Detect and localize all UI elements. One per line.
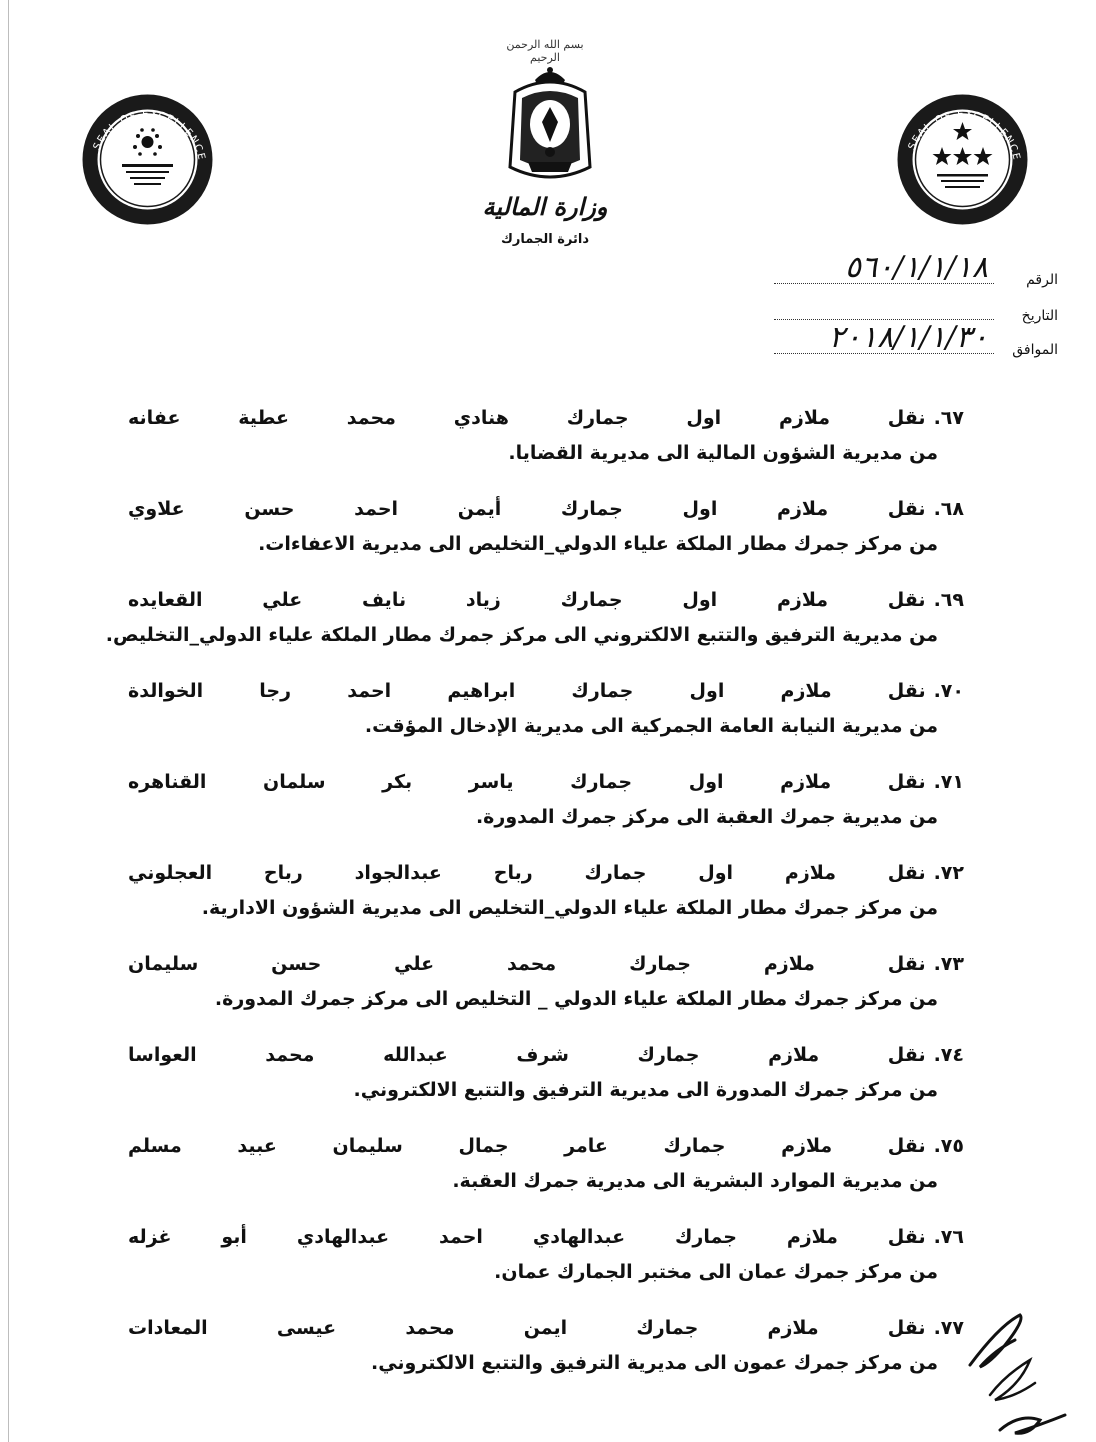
- entry-number: ٧٢.: [933, 862, 964, 884]
- handwritten-signature: [960, 1305, 1080, 1442]
- list-item: [128, 1035, 964, 1126]
- list-item: [105, 580, 964, 671]
- reference-number-field: [774, 250, 994, 285]
- hijri-date-label: الموافق: [1012, 342, 1058, 358]
- entry-transfer-line: نقل ملازم اول جمارك ابراهيم احمد رجا الخوالدة: [128, 680, 926, 702]
- list-item: [128, 398, 964, 489]
- entry-transfer-line: نقل ملازم جمارك ايمن محمد عيسى المعادات: [128, 1317, 926, 1339]
- reference-number-value: ٥٦٠/١/١/١٨: [844, 250, 988, 285]
- entry-transfer-line: نقل ملازم جمارك عبدالهادي احمد عبدالهادي أبو غزله: [128, 1226, 926, 1248]
- hijri-date-row: [774, 320, 1058, 360]
- entry-transfer-line: نقل ملازم اول جمارك ياسر بكر سلمان القناهره: [128, 771, 926, 793]
- entry-transfer-line: نقل ملازم اول جمارك زياد نايف علي القعايده: [128, 589, 926, 611]
- entry-route-line: من مديرية الترفيق والتتبع الالكتروني الى مركز جمرك مطار الملكة علياء الدولي_التخليص.: [105, 624, 938, 646]
- left-seal-text: SEAL OF EXCELLENCE: [91, 109, 207, 163]
- reference-number-label: الرقم: [1026, 272, 1058, 288]
- hijri-date-field: [774, 320, 994, 355]
- entry-route-line: من مديرية النيابة العامة الجمركية الى مديرية الإدخال المؤقت.: [364, 715, 938, 737]
- entry-route-line: من مركز جمرك عمان الى مختبر الجمارك عمان.: [494, 1261, 938, 1283]
- entry-number: ٧٥.: [933, 1135, 964, 1157]
- jordan-coat-of-arms-emblem: [500, 62, 600, 192]
- date-field: [774, 295, 994, 320]
- list-item: [128, 853, 964, 944]
- transfer-entries-list: [105, 398, 964, 1399]
- entry-route-line: من مديرية الشؤون المالية الى مديرية القضايا.: [508, 442, 938, 464]
- left-seal-stamp: [80, 92, 215, 227]
- reference-number-row: [774, 250, 1058, 290]
- entry-transfer-line: نقل ملازم اول جمارك أيمن احمد حسن علاوي: [128, 498, 926, 520]
- entry-number: ٦٧.: [933, 407, 964, 429]
- entry-route-line: من مركز جمرك مطار الملكة علياء الدولي_التخليص الى مديرية الشؤون الادارية.: [201, 897, 938, 919]
- entry-transfer-line: نقل ملازم جمارك محمد علي حسن سليمان: [128, 953, 926, 975]
- entry-number: ٦٩.: [933, 589, 964, 611]
- entry-number: ٧٦.: [933, 1226, 964, 1248]
- entry-number: ٧٤.: [933, 1044, 964, 1066]
- entry-number: ٧٠.: [933, 680, 964, 702]
- right-seal-text: SEAL OF EXCELLENCE: [906, 109, 1022, 163]
- entry-number: ٧٧.: [933, 1317, 964, 1339]
- department-name: دائرة الجمارك: [501, 232, 589, 247]
- hijri-date-value: ٢٠١٨/١/١/٣٠: [828, 320, 988, 355]
- list-item: [128, 671, 964, 762]
- entry-route-line: من مركز جمرك المدورة الى مديرية الترفيق والتتبع الالكتروني.: [353, 1079, 938, 1101]
- entry-route-line: من مركز جمرك مطار الملكة علياء الدولي _ التخليص الى مركز جمرك المدورة.: [214, 988, 938, 1010]
- basmala-text: بسم الله الرحمن الرحيم: [506, 38, 584, 64]
- entry-transfer-line: نقل ملازم اول جمارك رباح عبدالجواد رباح العجلوني: [128, 862, 926, 884]
- entry-number: ٧٣.: [933, 953, 964, 975]
- list-item: [128, 944, 964, 1035]
- ministry-name: وزارة المالية: [482, 192, 608, 221]
- entry-route-line: من مديرية الموارد البشرية الى مديرية جمرك العقبة.: [452, 1170, 938, 1192]
- list-item: [128, 762, 964, 853]
- list-item: [128, 1217, 964, 1308]
- entry-route-line: من مديرية جمرك العقبة الى مركز جمرك المدورة.: [475, 806, 938, 828]
- list-item: [128, 489, 964, 580]
- entry-transfer-line: نقل ملازم جمارك عامر جمال سليمان عبيد مسلم: [128, 1135, 926, 1157]
- entry-number: ٧١.: [933, 771, 964, 793]
- entry-transfer-line: نقل ملازم اول جمارك هنادي محمد عطية عفانه: [128, 407, 926, 429]
- entry-transfer-line: نقل ملازم جمارك شرف عبدالله محمد العواسا: [128, 1044, 926, 1066]
- page-edge: [8, 0, 9, 1442]
- entry-route-line: من مركز جمرك عمون الى مديرية الترفيق والتتبع الالكتروني.: [370, 1352, 938, 1374]
- date-label: التاريخ: [1021, 308, 1058, 324]
- entry-route-line: من مركز جمرك مطار الملكة علياء الدولي_التخليص الى مديرية الاعفاءات.: [258, 533, 938, 555]
- right-seal-stamp: [895, 92, 1030, 227]
- list-item: [128, 1308, 964, 1399]
- list-item: [128, 1126, 964, 1217]
- entry-number: ٦٨.: [933, 498, 964, 520]
